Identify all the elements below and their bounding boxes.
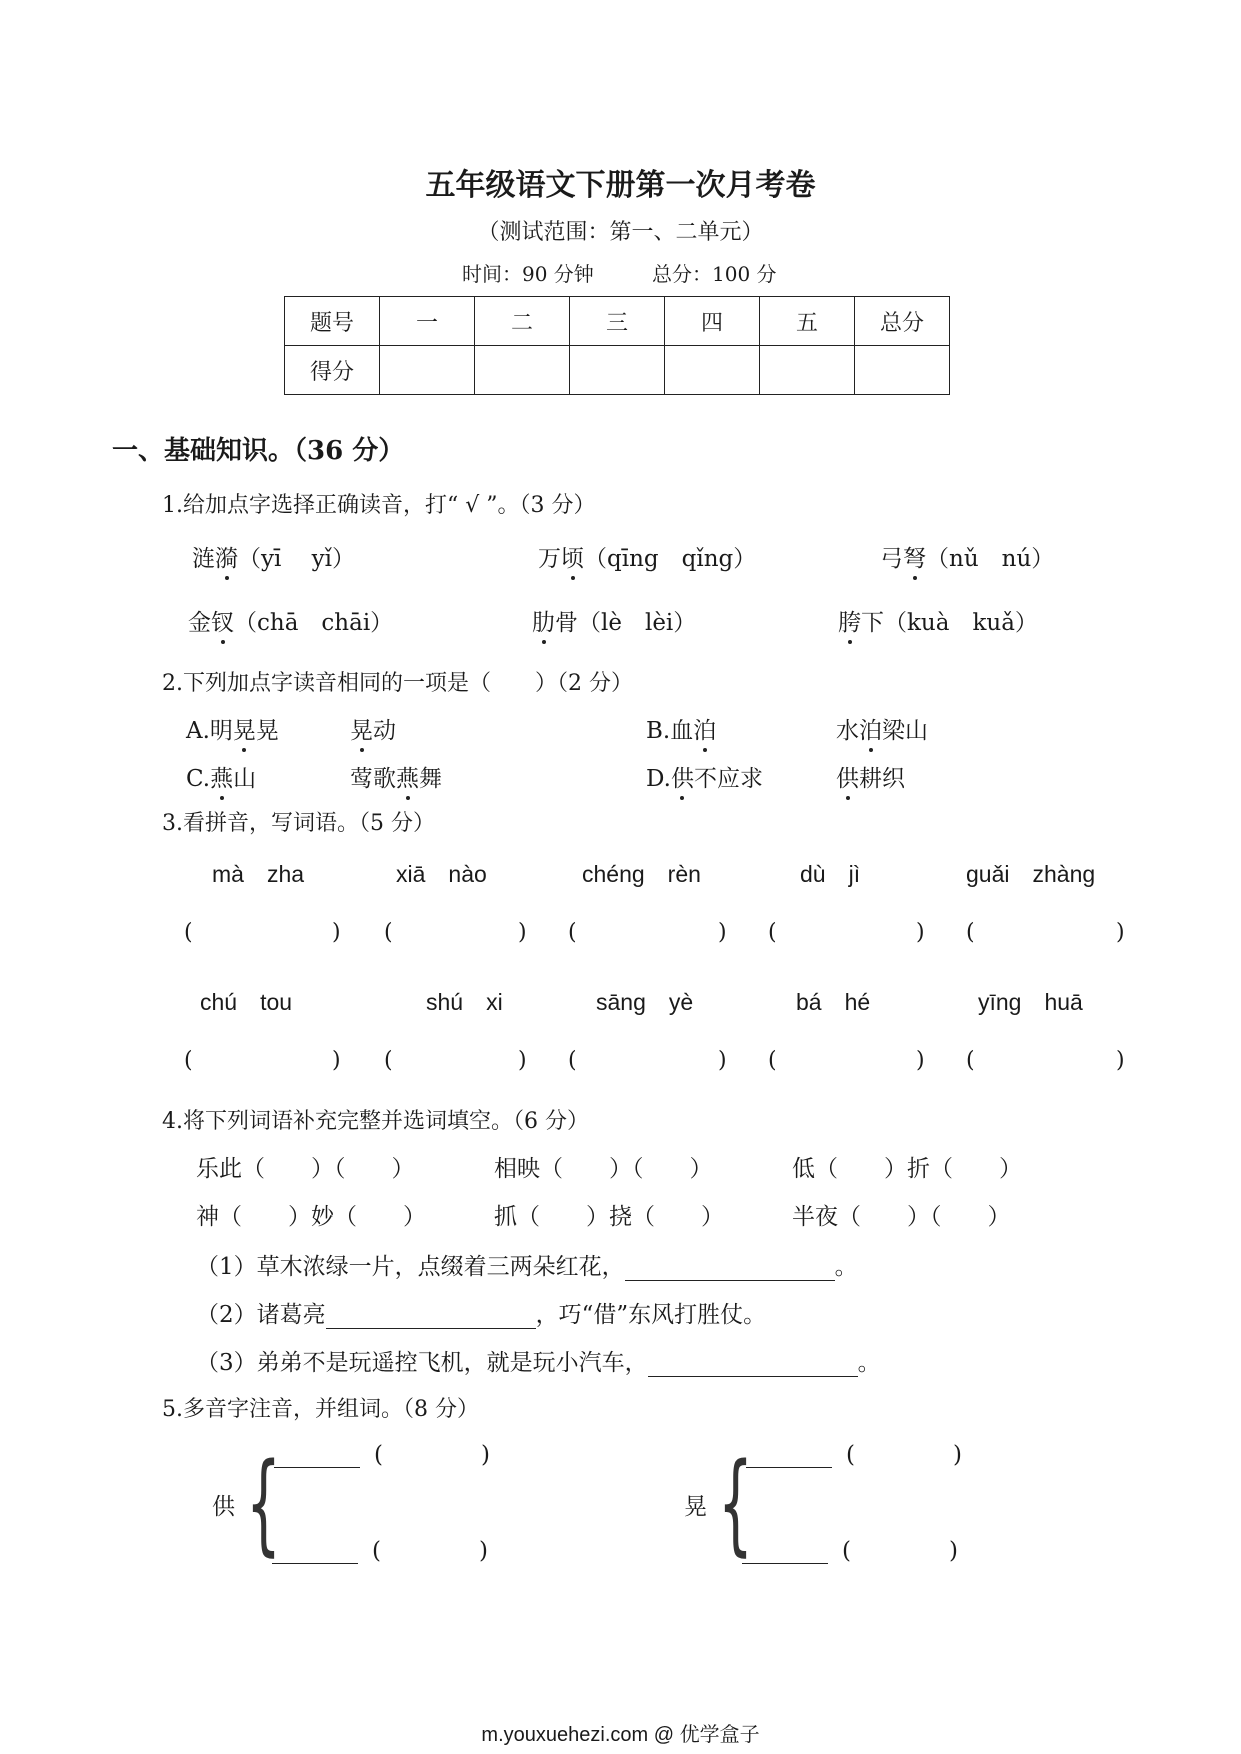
q5-pinyin-paren: ) <box>478 1538 488 1564</box>
q2-option-text: D. <box>646 766 671 792</box>
q3-answer-box-end: ) <box>1116 1048 1125 1073</box>
score-header-cell: 五 <box>760 297 855 346</box>
score-cell[interactable] <box>760 346 855 395</box>
score-table-score-row <box>285 346 950 395</box>
score-cell[interactable] <box>855 346 950 395</box>
q3-answer-box-end: ) <box>332 920 341 945</box>
q2-option-text: 耕织 <box>859 766 905 792</box>
score-header-cell: 总分 <box>855 297 950 346</box>
q5-pinyin-paren: ( <box>374 1442 383 1468</box>
q3-answer-box-end: ) <box>518 1048 527 1073</box>
q3-answer-box[interactable]: ( <box>768 920 777 945</box>
q4-fill-line[interactable] <box>625 1258 835 1281</box>
score-cell[interactable] <box>570 346 665 395</box>
footer-watermark[interactable]: m.youxuehezi.com @ 优学盒子 <box>481 1724 760 1746</box>
q5-blank-row[interactable] <box>274 1442 490 1468</box>
q4-sentence-1 <box>196 1248 858 1281</box>
q5-pinyin-paren: ) <box>952 1442 962 1468</box>
q1-item-text: 金 <box>188 610 211 636</box>
q4-sentence-text: 。 <box>857 1350 881 1376</box>
q5-fill-line[interactable] <box>272 1541 358 1564</box>
q3-answer-box-end: ) <box>1116 920 1125 945</box>
q3-pinyin: shú xi <box>426 989 503 1015</box>
q2-option-text: 山 <box>233 766 257 792</box>
q2-dotted-char: 泊 <box>859 712 882 745</box>
q2-dotted-char: 燕 <box>396 760 419 793</box>
q1-item-options: 下（kuà kuǎ） <box>861 610 1038 636</box>
q2-option-c-word1[interactable] <box>186 760 256 793</box>
q5-fill-line[interactable] <box>742 1541 828 1564</box>
q5-pinyin-paren: ) <box>948 1538 958 1564</box>
q4-sentence-text: （2）诸葛亮 <box>196 1302 326 1328</box>
q3-pinyin: dù jì <box>800 861 861 887</box>
q3-pinyin: sāng yè <box>596 989 694 1015</box>
q3-answer-box[interactable]: ( <box>184 920 193 945</box>
q2-option-d-word2 <box>836 760 905 793</box>
q4-fill-line[interactable] <box>326 1306 536 1329</box>
q3-answer-box-end: ) <box>718 920 727 945</box>
q5-blank-row[interactable] <box>272 1538 488 1564</box>
q4-sentence-text: ，巧“借”东风打胜仗。 <box>535 1302 767 1328</box>
q3-pinyin: bá hé <box>796 989 871 1015</box>
q3-answer-box-end: ) <box>518 920 527 945</box>
score-header-cell: 二 <box>475 297 570 346</box>
q2-option-text: 晃 <box>255 718 279 744</box>
score-cell[interactable] <box>475 346 570 395</box>
page-title: 五年级语文下册第一次月考卷 <box>425 168 816 203</box>
q1-dotted-char: 钗 <box>211 604 234 637</box>
exam-total-score: 总分：100 分 <box>652 262 777 286</box>
question-2-prompt: 2.下列加点字读音相同的一项是（ ）（2 分） <box>162 671 633 696</box>
q3-answer-box[interactable]: ( <box>768 1048 777 1073</box>
q1-item[interactable] <box>192 540 355 573</box>
q3-answer-box[interactable]: ( <box>568 920 577 945</box>
q1-item-options: （yī yǐ） <box>238 546 356 572</box>
q1-dotted-char: 漪 <box>215 540 238 573</box>
q2-dotted-char: 燕 <box>210 760 233 793</box>
q2-dotted-char: 供 <box>836 760 859 793</box>
q1-item[interactable] <box>838 604 1038 637</box>
test-scope: （测试范围：第一、二单元） <box>477 220 764 245</box>
q1-item-text: 万 <box>538 546 561 572</box>
q4-fill-line[interactable] <box>648 1354 858 1377</box>
score-header-cell: 题号 <box>285 297 380 346</box>
q5-pinyin-paren: ( <box>846 1442 855 1468</box>
q2-option-text: B.血 <box>646 718 694 744</box>
brace-icon: { <box>246 1439 281 1567</box>
q5-pinyin-paren: ( <box>372 1538 381 1564</box>
q3-pinyin: guǎi zhàng <box>966 861 1096 887</box>
q4-idiom-blank[interactable]: 乐此（ ）（ ） <box>196 1156 415 1182</box>
q2-option-b-word1[interactable] <box>646 712 716 745</box>
q4-idiom-blank[interactable]: 神（ ）妙（ ） <box>196 1204 426 1230</box>
q2-option-text: 莺歌 <box>350 766 396 792</box>
q3-answer-box-end: ) <box>916 920 925 945</box>
q4-idiom-blank[interactable]: 半夜（ ）（ ） <box>792 1204 1011 1230</box>
q3-answer-box-end: ) <box>916 1048 925 1073</box>
q1-item[interactable] <box>532 604 696 637</box>
section-1-heading: 一、基础知识。（36 分） <box>112 436 405 466</box>
q2-option-text: 不应求 <box>693 766 763 792</box>
q2-option-a-word1[interactable] <box>186 712 279 745</box>
q3-answer-box-end: ) <box>332 1048 341 1073</box>
question-4-prompt: 4.将下列词语补充完整并选词填空。（6 分） <box>162 1109 589 1134</box>
q1-item-text: 弓 <box>880 546 903 572</box>
q3-answer-box[interactable]: ( <box>384 920 393 945</box>
q1-item[interactable] <box>188 604 393 637</box>
score-cell[interactable] <box>665 346 760 395</box>
q1-item-options: （qīng qǐng） <box>584 546 757 572</box>
q4-sentence-text: 。 <box>834 1254 858 1280</box>
q2-option-c-word2 <box>350 760 442 793</box>
q1-item-options: （nǔ nú） <box>926 546 1055 572</box>
score-cell[interactable] <box>380 346 475 395</box>
score-header-cell: 四 <box>665 297 760 346</box>
q5-polyphone-char: 供 <box>212 1494 235 1520</box>
q3-pinyin: xiā nào <box>396 861 487 887</box>
q2-option-text: 梁山 <box>882 718 928 744</box>
q4-idiom-blank[interactable]: 低（ ）折（ ） <box>792 1156 1022 1182</box>
q3-answer-box[interactable]: ( <box>184 1048 193 1073</box>
score-table <box>284 296 950 395</box>
brace-icon: { <box>718 1439 753 1567</box>
q2-dotted-char: 晃 <box>233 712 256 745</box>
q5-fill-line[interactable] <box>746 1445 832 1468</box>
q2-option-text: A.明 <box>186 718 233 744</box>
q1-dotted-char: 弩 <box>903 540 926 573</box>
q3-pinyin: chéng rèn <box>582 861 701 887</box>
q4-idiom-blank[interactable]: 抓（ ）挠（ ） <box>494 1204 724 1230</box>
q1-item-options: 骨（lè lèi） <box>555 610 697 636</box>
q2-option-d-word1[interactable] <box>646 760 763 793</box>
q5-pinyin-paren: ( <box>842 1538 851 1564</box>
q2-dotted-char: 泊 <box>693 712 716 745</box>
q4-sentence-2 <box>196 1296 766 1329</box>
q2-dotted-char: 供 <box>671 760 694 793</box>
q2-option-b-word2 <box>836 712 928 745</box>
q3-answer-box-end: ) <box>718 1048 727 1073</box>
q3-pinyin: mà zha <box>212 861 305 887</box>
score-header-cell: 三 <box>570 297 665 346</box>
q3-answer-box[interactable]: ( <box>966 920 975 945</box>
q3-answer-box[interactable]: ( <box>568 1048 577 1073</box>
q2-option-text: 水 <box>836 718 859 744</box>
q4-sentence-3 <box>196 1344 881 1377</box>
q1-dotted-char: 肋 <box>532 604 555 637</box>
q1-item-text: 涟 <box>192 546 215 572</box>
exam-time: 时间：90 分钟 <box>462 262 594 286</box>
q3-pinyin: chú tou <box>200 989 293 1015</box>
q5-fill-line[interactable] <box>274 1445 360 1468</box>
question-1-prompt: 1.给加点字选择正确读音，打“ √ ”。（3 分） <box>162 493 596 518</box>
q1-item[interactable] <box>538 540 756 573</box>
q3-pinyin: yīng huā <box>978 989 1083 1015</box>
q2-option-text: 动 <box>373 718 396 744</box>
q2-dotted-char: 晃 <box>350 712 373 745</box>
q4-sentence-text: （1）草木浓绿一片，点缀着三两朵红花， <box>196 1254 625 1280</box>
q3-answer-box[interactable]: ( <box>384 1048 393 1073</box>
score-header-cell: 一 <box>380 297 475 346</box>
q5-pinyin-paren: ) <box>480 1442 490 1468</box>
q1-dotted-char: 胯 <box>838 604 861 637</box>
q1-dotted-char: 顷 <box>561 540 584 573</box>
q5-polyphone-char: 晃 <box>684 1494 707 1520</box>
q5-blank-row[interactable] <box>742 1538 958 1564</box>
q1-item[interactable] <box>880 540 1054 573</box>
q2-option-text: 舞 <box>419 766 442 792</box>
q2-option-text: C. <box>186 766 211 792</box>
q4-sentence-text: （3）弟弟不是玩遥控飞机，就是玩小汽车， <box>196 1350 648 1376</box>
score-row-label: 得分 <box>285 346 380 395</box>
q3-answer-box[interactable]: ( <box>966 1048 975 1073</box>
q2-option-a-word2 <box>350 712 396 745</box>
question-3-prompt: 3.看拼音，写词语。（5 分） <box>162 811 435 836</box>
q1-item-options: （chā chāi） <box>234 610 394 636</box>
question-5-prompt: 5.多音字注音，并组词。（8 分） <box>162 1397 479 1422</box>
q4-idiom-blank[interactable]: 相映（ ）（ ） <box>494 1156 713 1182</box>
score-table-header-row <box>285 297 950 346</box>
q5-blank-row[interactable] <box>746 1442 962 1468</box>
